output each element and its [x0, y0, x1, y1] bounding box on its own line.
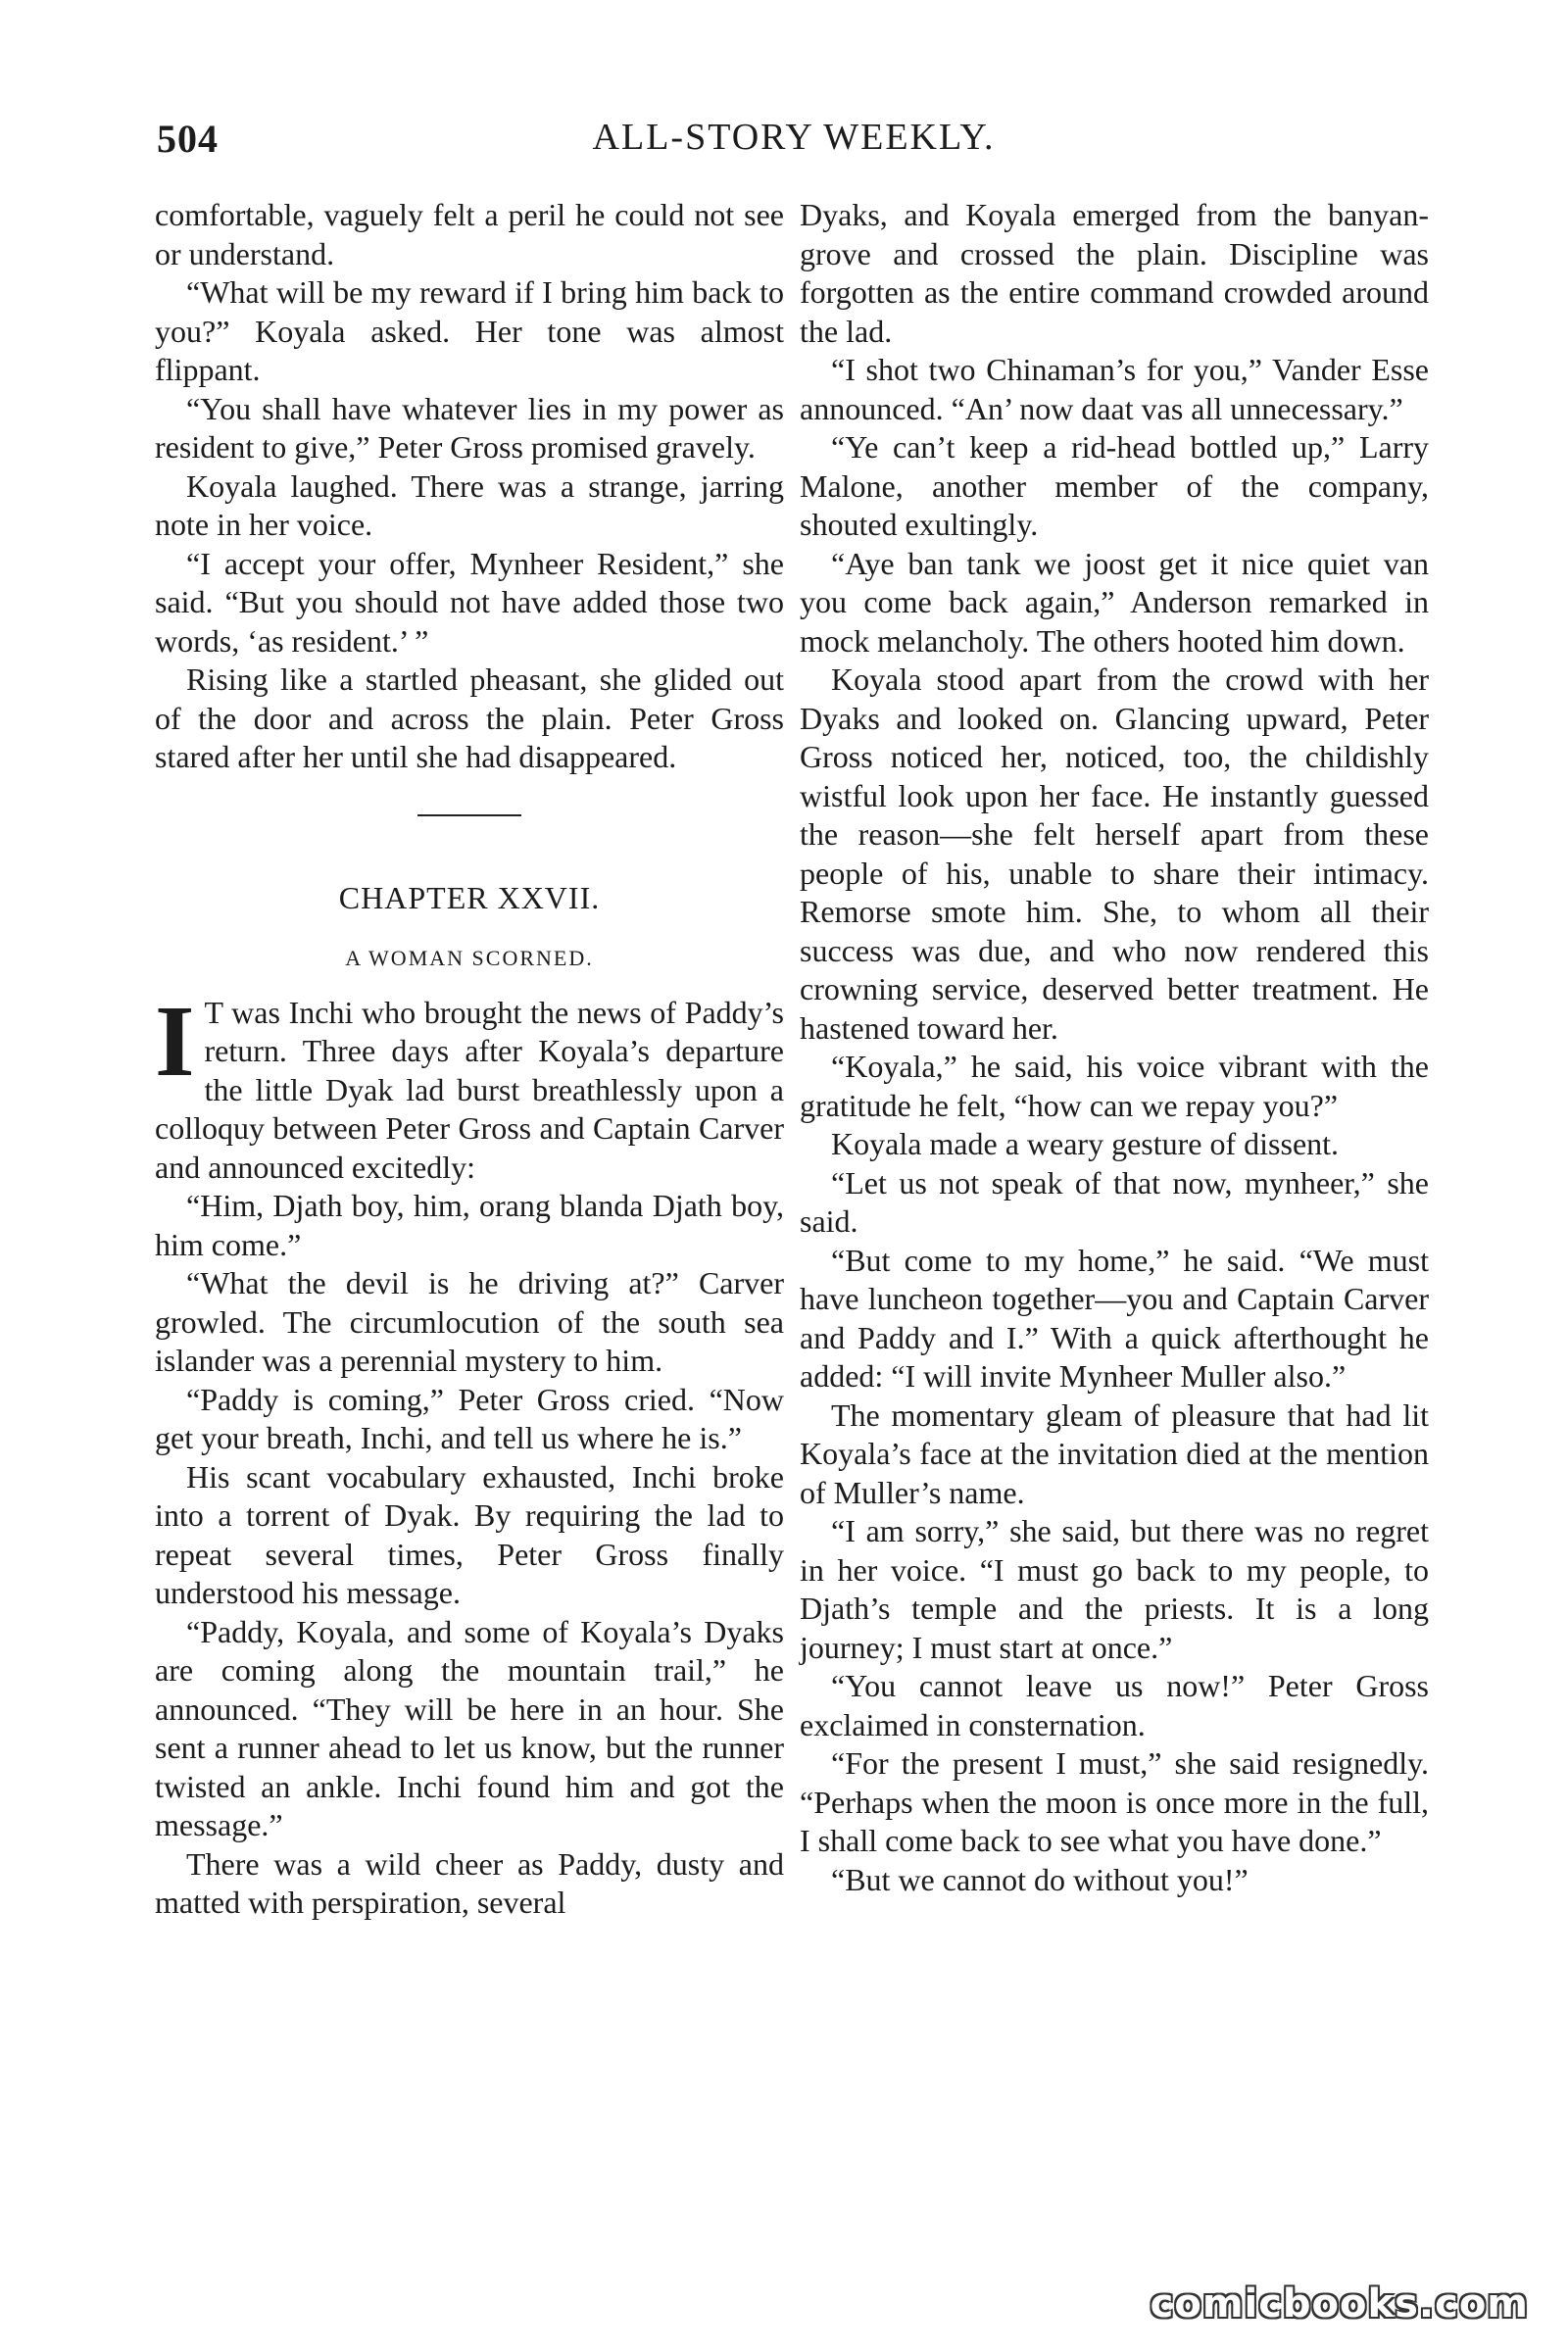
left-paragraphs-before: [155, 196, 784, 777]
paragraph: comfortable, vaguely felt a peril he could not see or understand.: [155, 197, 784, 271]
paragraph: Koyala laughed. There was a strange, jarring note in her voice.: [155, 467, 784, 542]
paragraph: “Him, Djath boy, him, orang blanda Djath boy, him come.”: [155, 1188, 784, 1262]
drop-cap: I: [155, 984, 195, 1098]
paragraph: Rising like a startled pheasant, she glided out of the door and across the plain. Peter Gross stared after her until she had disappeared.: [155, 662, 784, 774]
watermark-logo: comicbooks.com: [1150, 2281, 1529, 2327]
paragraph: “Let us not speak of that now, mynheer,” she said.: [800, 1164, 1429, 1239]
paragraph: There was a wild cheer as Paddy, dusty and matted with perspiration, several: [155, 1845, 784, 1920]
right-column: [800, 196, 1429, 1899]
paragraph: Koyala stood apart from the crowd with her Dyaks and looked on. Glancing upward, Peter Gross noticed her, noticed, too, the childishly wistful look upon her face. He instantly guessed the reason—she felt herself apart from these people of his, unable to share their intimacy. Remorse smote him. She, to whom all their success was due, and who now rendered this crowning service, deserved better treatment. He hastened toward her.: [800, 662, 1429, 1046]
paragraph: “Paddy, Koyala, and some of Koyala’s Dyaks are coming along the mountain trail,” he announced. “They will be here in an hour. She sent a runner ahead to let us know, but the runner twisted an ankle. Inchi found him and got the message.”: [155, 1613, 784, 1842]
paragraph: “Koyala,” he said, his voice vibrant with the gratitude he felt, “how can we repay you?”: [800, 1049, 1429, 1123]
paragraph: The momentary gleam of pleasure that had lit Koyala’s face at the invitation died at the mention of Muller’s name.: [800, 1396, 1429, 1510]
paragraph: “But come to my home,” he said. “We must have luncheon together—you and Captain Carver and Paddy and I.” With a quick afterthought he added: “I will invite Mynheer Muller also.”: [800, 1242, 1429, 1394]
paragraph: “What the devil is he driving at?” Carver growled. The circumlocution of the south sea islander was a perennial mystery to him.: [155, 1265, 784, 1378]
paragraph: “You cannot leave us now!” Peter Gross exclaimed in consternation.: [800, 1668, 1429, 1742]
paragraph: “Paddy is coming,” Peter Gross cried. “Now get your breath, Inchi, and tell us where he is.”: [155, 1381, 784, 1455]
paragraph: “I accept your offer, Mynheer Resident,” she said. “But you should not have added those two words, ‘as resident.’ ”: [155, 545, 784, 659]
paragraph: Koyala made a weary gesture of dissent.: [831, 1126, 1340, 1161]
paragraph: “For the present I must,” she said resignedly. “Perhaps when the moon is once more in the full, I shall come back to see what you have done.”: [800, 1745, 1429, 1858]
chapter-opening-paragraph: [155, 984, 784, 1188]
section-divider: [417, 814, 521, 816]
paragraph: “I am sorry,” she said, but there was no regret in her voice. “I must go back to my people, to Djath’s temple and the priests. It is a long journey; I must start at once.”: [800, 1513, 1429, 1665]
paragraph: “Ye can’t keep a rid-head bottled up,” Larry Malone, another member of the company, shouted exultingly.: [800, 429, 1429, 542]
paragraph: “But we cannot do without you!”: [831, 1861, 1249, 1897]
page-header: [157, 116, 1431, 174]
right-paragraphs: [800, 196, 1429, 1899]
paragraph: “I shot two Chinaman’s for you,” Vander Esse announced. “An’ now daat vas all unnecessary.”: [800, 352, 1429, 426]
running-title: ALL-STORY WEEKLY.: [592, 117, 996, 158]
page-number: 504: [157, 117, 219, 161]
left-paragraphs-after: [155, 1187, 784, 1923]
chapter-title: CHAPTER XXVII.: [338, 879, 601, 915]
paragraph: His scant vocabulary exhausted, Inchi broke into a torrent of Dyak. By requiring the lad to repeat several times, Peter Gross finally understood his message.: [155, 1458, 784, 1610]
opening-text: T was Inchi who brought the news of Paddy’s return. Three days after Koyala’s departure the little Dyak lad burst breathlessly upon a colloquy between Peter Gross and Captain Carver and announced excitedly:: [155, 994, 784, 1185]
chapter-subtitle: A WOMAN SCORNED.: [345, 946, 594, 970]
paragraph: “You shall have whatever lies in my power as resident to give,” Peter Gross promised gravely.: [155, 390, 784, 465]
paragraph: “What will be my reward if I bring him back to you?” Koyala asked. Her tone was almost flippant.: [155, 274, 784, 387]
paragraph: “Aye ban tank we joost get it nice quiet van you come back again,” Anderson remarked in mock melancholy. The others hooted him down.: [800, 545, 1429, 659]
paragraph: Dyaks, and Koyala emerged from the banyan-grove and crossed the plain. Discipline was forgotten as the entire command crowded around the lad.: [800, 197, 1429, 349]
left-column: [155, 196, 784, 1923]
